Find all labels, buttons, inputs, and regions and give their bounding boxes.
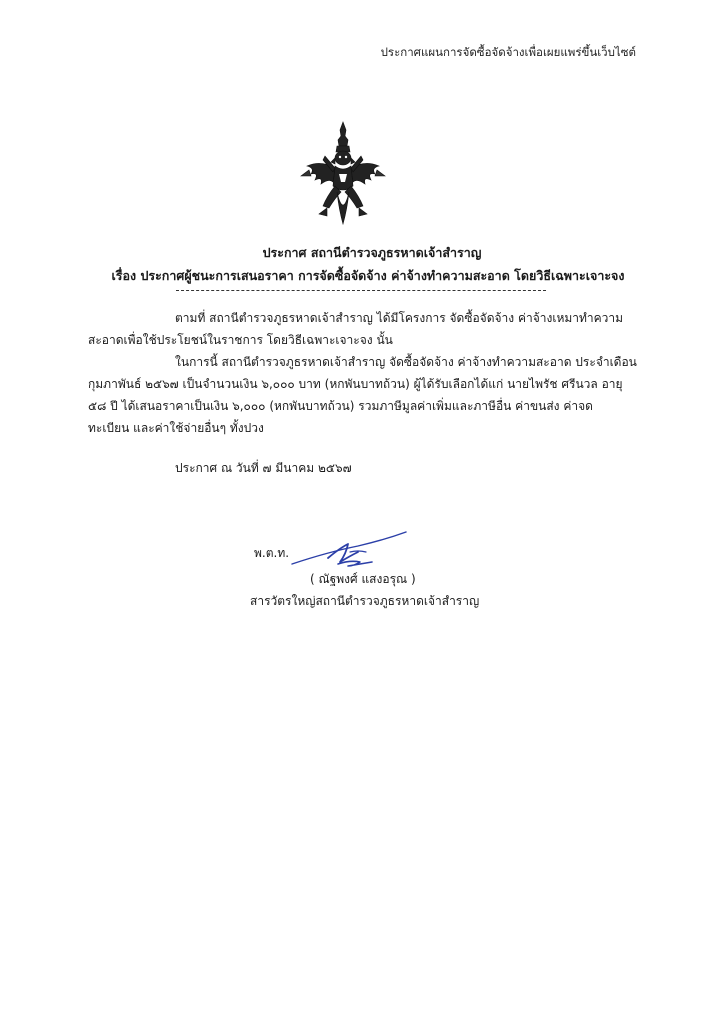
paragraph-2-line-4: ทะเบียน และค่าใช้จ่ายอื่นๆ ทั้งปวง (88, 421, 264, 435)
paragraph-1-line-1: ตามที่ สถานีตำรวจภูธรหาดเจ้าสำราญ ได้มีโครงการ จัดซื้อจัดจ้าง ค่าจ้างเหมาทำความ (175, 311, 624, 325)
announcement-title: ประกาศ สถานีตำรวจภูธรหาดเจ้าสำราญ (262, 245, 482, 260)
signatory-position: สารวัตรใหญ่สถานีตำรวจภูธรหาดเจ้าสำราญ (250, 594, 480, 608)
announcement-date: ประกาศ ณ วันที่ ๗ มีนาคม ๒๕๖๗ (175, 461, 352, 475)
signature-rank: พ.ต.ท. (254, 546, 290, 560)
paragraph-1-line-2: สะอาดเพื่อใช้ประโยชน์ในราชการ โดยวิธีเฉพาะเจาะจง นั้น (88, 333, 393, 347)
announcement-subject: เรื่อง ประกาศผู้ชนะการเสนอราคา การจัดซื้อจัดจ้าง ค่าจ้างทำความสะอาด โดยวิธีเฉพาะเจาะจง (111, 268, 625, 283)
paragraph-2-line-3: ๕๘ ปี ได้เสนอราคาเป็นเงิน ๖,๐๐๐ (หกพันบาทถ้วน) รวมภาษีมูลค่าเพิ่มและภาษีอื่น ค่าขนส่ง ค่าจด (88, 399, 593, 413)
dashed-divider (176, 290, 546, 291)
header-note: ประกาศแผนการจัดซื้อจัดจ้างเพื่อเผยแพร่ขึ้นเว็บไซต์ (380, 45, 636, 59)
signatory-name: ( ณัฐพงศ์ แสงอรุณ ) (310, 572, 416, 586)
handwritten-signature (288, 522, 410, 574)
paragraph-2-line-2: กุมภาพันธ์ ๒๕๖๗ เป็นจำนวนเงิน ๖,๐๐๐ บาท (หกพันบาทถ้วน) ผู้ได้รับเลือกได้แก่ นายไพรัช ศรีนวล อายุ (88, 377, 623, 391)
paragraph-2-line-1: ในการนี้ สถานีตำรวจภูธรหาดเจ้าสำราญ จัดซื้อจัดจ้าง ค่าจ้างทำความสะอาด ประจำเดือน (175, 355, 637, 369)
garuda-emblem-icon (297, 120, 389, 232)
